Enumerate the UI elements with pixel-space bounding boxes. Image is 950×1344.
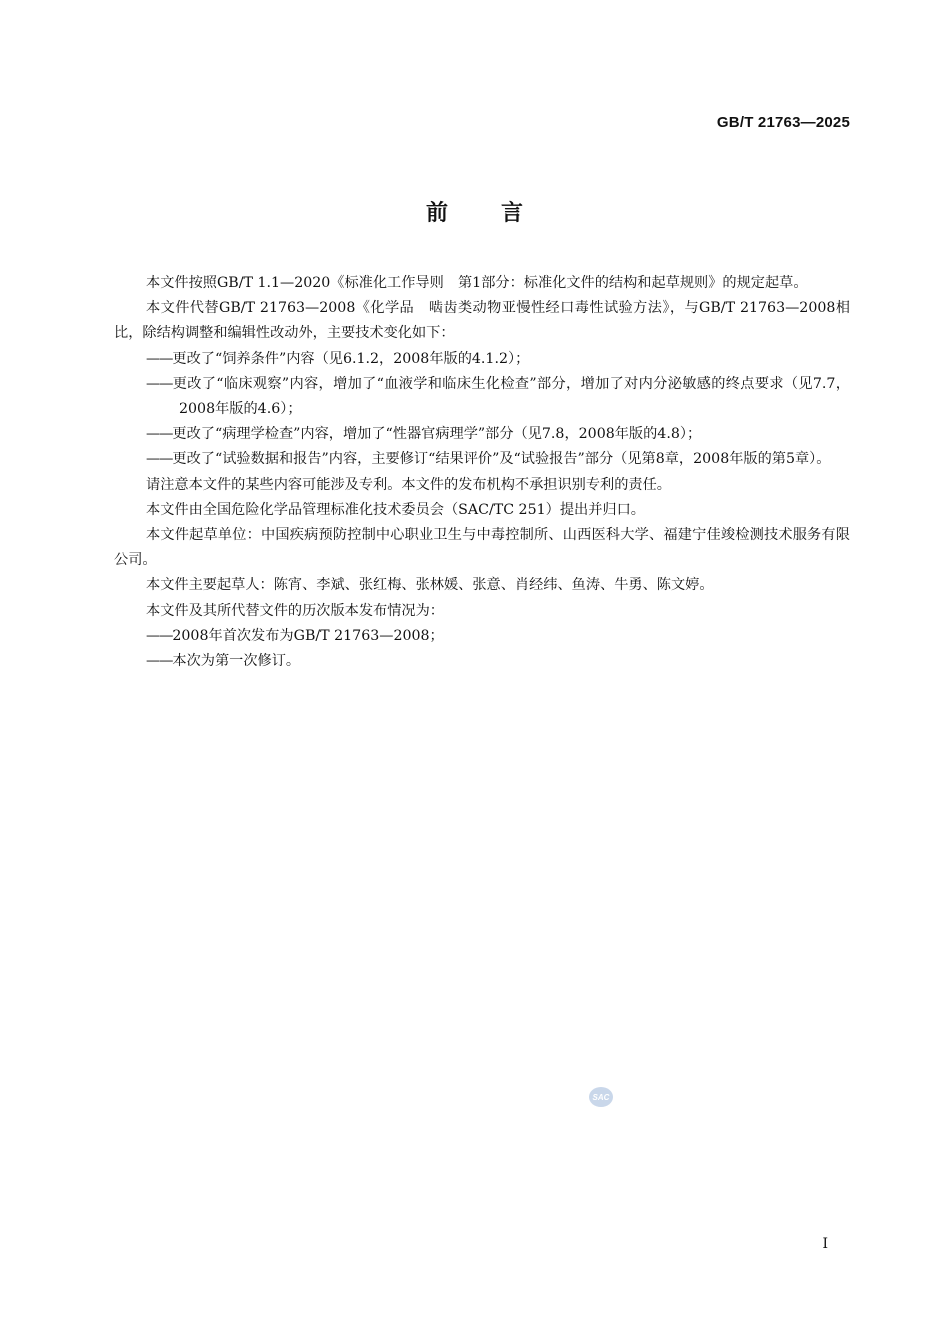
paragraph-patent-notice: 请注意本文件的某些内容可能涉及专利。本文件的发布机构不承担识别专利的责任。 [146, 476, 671, 493]
paragraph-basis: 本文件按照GB/T 1.1—2020《标准化工作导则 第1部分：标准化文件的结构和起草规则》的规定起草。 [146, 275, 808, 291]
doc-code: GB/T 21763—2025 [716, 114, 850, 131]
sac-watermark-logo [588, 1086, 614, 1108]
change-item [114, 347, 850, 372]
paragraph-replacement: 本文件代替GB/T 21763—2008《化学品 啮齿类动物亚慢性经口毒性试验方法》，与GB/T 21763—2008相比，除结构调整和编辑性改动外，主要技术变化如下： [114, 300, 850, 342]
dash-mark: —— [146, 350, 173, 367]
change-item [114, 422, 850, 447]
change-item-text: 更改了“临床观察”内容，增加了“血液学和临床生化检查”部分，增加了对内分泌敏感的终点要求（见7.7，2008年版的4.6）； [172, 375, 850, 418]
history-item [114, 624, 850, 649]
history-item [114, 649, 850, 674]
change-item-text: 更改了“试验数据和报告”内容，主要修订“结果评价”及“试验报告”部分（见第8章，2008年版的第5章）。 [172, 451, 831, 468]
dash-mark: —— [146, 426, 173, 443]
document-body [114, 271, 850, 674]
dash-mark: —— [146, 375, 173, 392]
dash-mark: —— [146, 653, 173, 670]
history-item-text: 2008年首次发布为GB/T 21763—2008； [172, 627, 444, 644]
title-char-2: 言 [501, 200, 525, 226]
paragraph-committee: 本文件由全国危险化学品管理标准化技术委员会（SAC/TC 251）提出并归口。 [146, 501, 645, 518]
paragraph-drafters: 本文件主要起草人：陈宵、李斌、张红梅、张林媛、张意、肖经纬、鱼涛、牛勇、陈文婷。 [146, 577, 714, 594]
change-item [114, 447, 850, 472]
history-item-text: 本次为第一次修订。 [172, 653, 301, 670]
change-item [114, 372, 850, 422]
dash-mark: —— [146, 451, 173, 468]
paragraph-history-intro: 本文件及其所代替文件的历次版本发布情况为： [146, 602, 444, 619]
page-number: I [822, 1236, 828, 1252]
sac-watermark-label: SAC [592, 1093, 610, 1102]
title-char-1: 前 [425, 200, 449, 226]
dash-mark: —— [146, 627, 173, 644]
paragraph-drafting-units: 本文件起草单位：中国疾病预防控制中心职业卫生与中毒控制所、山西医科大学、福建宁佳竣检测技术服务有限公司。 [114, 527, 850, 569]
change-item-text: 更改了“饲养条件”内容（见6.1.2，2008年版的4.1.2）； [172, 350, 530, 367]
change-item-text: 更改了“病理学检查”内容，增加了“性器官病理学”部分（见7.8，2008年版的4.8）； [172, 426, 702, 443]
page-title [0, 196, 950, 227]
